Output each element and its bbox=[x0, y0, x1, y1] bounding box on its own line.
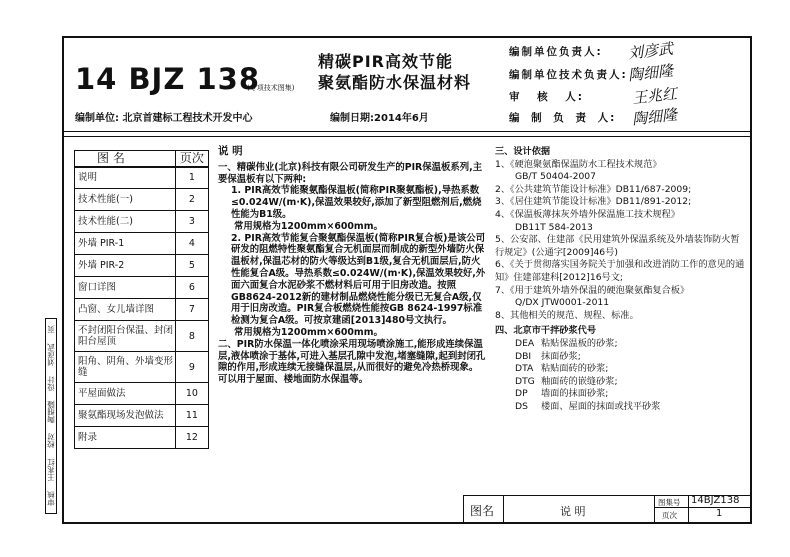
toc-header-name: 图 名 bbox=[75, 151, 176, 167]
basis-std: DB11T 584-2013 bbox=[515, 221, 593, 233]
mortar-code: DP bbox=[515, 388, 528, 400]
atlas-title-line2: 聚氨酯防水保温材料 bbox=[318, 73, 472, 92]
footer-line bbox=[688, 495, 689, 524]
toc-row bbox=[75, 255, 209, 277]
mortar-row bbox=[495, 351, 745, 364]
explanation-item2-spec: 常用规格为1200mm×600mm。 bbox=[234, 326, 383, 338]
basis-item: 8、其他相关的规范、规程、标准。 bbox=[495, 309, 639, 321]
explanation-section2: 二、PIR防水保温一体化喷涂采用现场喷涂施工,能形成连续保温层,液体喷涂于基体,可进入基层孔隙中发泡,堵塞缝隙,起到封闭孔隙的作用,形成连续无接缝保温层,从而很好的避免冷热桥现象。可以用于屋面、楼地面防水保温等。 bbox=[218, 338, 486, 386]
signature-3: 王兆红 bbox=[631, 84, 678, 108]
toc-row bbox=[75, 352, 209, 383]
toc-page: 7 bbox=[175, 299, 208, 321]
toc-row bbox=[75, 427, 209, 449]
mortar-desc: 粘贴保温板的砂浆; bbox=[541, 337, 618, 349]
strip-text: 校对 bbox=[46, 433, 56, 449]
resp-label-2: 编制单位技术负责人: bbox=[509, 69, 628, 81]
mortar-code: DTG bbox=[515, 375, 535, 387]
mortar-row bbox=[495, 376, 745, 389]
signature-2: 陶细隆 bbox=[627, 61, 674, 85]
basis-std: GB/T 50404-2007 bbox=[515, 171, 596, 183]
mortar-desc: 粘贴面砖的砂浆; bbox=[541, 363, 609, 375]
toc-row bbox=[75, 277, 209, 299]
toc-name: 不封闭阳台保温、封闭阳台屋顶 bbox=[75, 321, 176, 352]
header-divider-2 bbox=[62, 136, 752, 137]
basis-item: 6、《关于贯彻落实国务院关于加强和改进消防工作的意见的通知》住建部建科[2012]16号文; bbox=[495, 259, 745, 283]
toc-name: 技术性能(一) bbox=[75, 189, 176, 211]
mortar-row bbox=[495, 363, 745, 376]
mortar-desc: 釉面砖的嵌缝砂浆; bbox=[541, 375, 618, 387]
toc-table bbox=[74, 150, 209, 449]
mortar-code: DTA bbox=[515, 363, 534, 375]
toc-row bbox=[75, 233, 209, 255]
toc-name: 窗口详图 bbox=[75, 277, 176, 299]
design-basis-heading: 三、设计依据 bbox=[495, 146, 551, 157]
footer-atlas-value: 14BJZ138 bbox=[691, 495, 740, 506]
footer-atlas-label: 图集号 bbox=[658, 498, 681, 507]
footer-line bbox=[654, 495, 655, 524]
toc-page: 2 bbox=[175, 189, 208, 211]
footer-figure-label: 图名 bbox=[470, 504, 495, 518]
toc-header-page: 页次 bbox=[175, 151, 208, 167]
toc-name: 阳角、阴角、外墙变形缝 bbox=[75, 352, 176, 383]
toc-name: 凸窗、女儿墙详图 bbox=[75, 299, 176, 321]
toc-page: 5 bbox=[175, 255, 208, 277]
toc-page: 8 bbox=[175, 321, 208, 352]
toc-name: 平屋面做法 bbox=[75, 383, 176, 405]
explanation-item1: 1. PIR高效节能聚氨酯保温板(简称PIR聚氨酯板),导热系数≤0.024W/(m·K),保温效果较好,添加了新型阻燃剂后,燃烧性能为B1级。 bbox=[231, 185, 482, 220]
footer-line bbox=[503, 495, 504, 524]
resp-label-1: 编制单位负责人: bbox=[509, 46, 603, 58]
signature-1: 刘彦武 bbox=[627, 39, 674, 63]
mortar-code: DBI bbox=[515, 350, 532, 362]
mortar-row bbox=[495, 401, 745, 414]
basis-item: 7、《用于建筑外墙外保温的硬泡聚氨酯复合板》 bbox=[495, 284, 690, 296]
explanation-section1: 一、精碳伟业(北京)科技有限公司研发生产的PIR保温板系列,主要保温板有以下两种: bbox=[218, 161, 483, 185]
toc-page: 1 bbox=[175, 167, 208, 189]
mortar-desc: 楼面、屋面的抹面或找平砂浆 bbox=[541, 400, 661, 412]
mortar-desc: 墙面的抹面砂浆; bbox=[541, 388, 609, 400]
footer-line bbox=[463, 495, 464, 524]
toc-page: 12 bbox=[175, 427, 208, 449]
strip-text: 刘彦武 bbox=[46, 343, 56, 366]
toc-name: 外墙 PIR-1 bbox=[75, 233, 176, 255]
toc-name: 说明 bbox=[75, 167, 176, 189]
toc-name: 附录 bbox=[78, 432, 98, 443]
toc-page: 10 bbox=[175, 383, 208, 405]
compile-date: 编制日期:2014年6月 bbox=[330, 113, 429, 124]
explanation-block bbox=[218, 146, 486, 386]
toc-row bbox=[75, 299, 209, 321]
toc-row bbox=[75, 321, 209, 352]
design-basis-block bbox=[495, 146, 745, 413]
basis-item: 4、《保温板薄抹灰外墙外保温施工技术规程》 bbox=[495, 208, 680, 220]
toc-row bbox=[75, 167, 209, 189]
explanation-item1-spec: 常用规格为1200mm×600mm。 bbox=[234, 220, 383, 232]
footer-figure-name: 说 明 bbox=[560, 505, 586, 518]
mortar-row bbox=[495, 388, 745, 401]
toc-page: 6 bbox=[175, 277, 208, 299]
strip-text: 陶细隆 bbox=[46, 401, 56, 424]
explanation-heading: 说 明 bbox=[218, 145, 243, 157]
strip-text: 王兆红 bbox=[46, 458, 56, 481]
resp-label-3: 审 核 人: bbox=[509, 91, 585, 103]
basis-std: Q/DX JTW0001-2011 bbox=[515, 297, 610, 309]
toc-name: 聚氨酯现场发泡做法 bbox=[75, 405, 176, 427]
side-approval-strip bbox=[45, 318, 57, 514]
basis-item: 2、《公共建筑节能设计标准》DB11/687-2009; bbox=[495, 183, 692, 195]
atlas-code: 14 BJZ 138 bbox=[75, 62, 261, 96]
mortar-row bbox=[495, 338, 745, 351]
strip-text: 页 bbox=[46, 326, 56, 334]
toc-page: 11 bbox=[175, 405, 208, 427]
resp-label-4: 编 制 负 责 人: bbox=[509, 112, 617, 124]
toc-name: 技术性能(二) bbox=[75, 211, 176, 233]
header-divider bbox=[62, 131, 752, 132]
strip-text: 审核 bbox=[46, 491, 56, 506]
toc-page: 3 bbox=[175, 211, 208, 233]
mortar-code: DEA bbox=[515, 337, 535, 349]
atlas-title-line1: 精碳PIR高效节能 bbox=[318, 52, 454, 71]
footer-page-label: 页次 bbox=[662, 511, 677, 520]
signature-4: 陶细隆 bbox=[631, 105, 678, 129]
mortar-desc: 抹面砂浆; bbox=[541, 350, 581, 362]
basis-item: 5、公安部、住建部《民用建筑外保温系统及外墙装饰防火暂行规定》(公通字[2009]46号) bbox=[495, 234, 740, 258]
atlas-title bbox=[318, 51, 471, 93]
footer-page-value: 1 bbox=[716, 508, 723, 519]
toc-row bbox=[75, 211, 209, 233]
toc-row bbox=[75, 383, 209, 405]
mortar-heading: 四、北京市干拌砂浆代号 bbox=[495, 325, 597, 337]
basis-item: 1、《硬泡聚氨酯保温防水工程技术规范》 bbox=[495, 158, 662, 170]
mortar-code: DS bbox=[515, 400, 528, 412]
toc-row bbox=[75, 189, 209, 211]
toc-page: 4 bbox=[175, 233, 208, 255]
toc-row bbox=[75, 405, 209, 427]
explanation-item2: 2. PIR高效节能复合聚氨酯保温板(简称PIR复合板)是该公司研发的阻燃特性聚氨酯复合无机面层而制成的新型外墙防火保温板材,保温芯材的防火等级达到B1级,复合无机面层后,防火性能复合A级。导热系数≤0.024W/(m·K),保温效果较好,外面六面复合水泥砂浆不燃材料后可用于旧房改造。按照GB8624-2012新的建材制品燃烧性能分级已无复合A级,仅用于旧房改造。PIR复合板燃烧性能按GB 8624-1997标准检测为复合A级。可按京建函[2013]480号文执行。 bbox=[231, 232, 486, 327]
toc-page: 9 bbox=[175, 352, 208, 383]
toc-name: 外墙 PIR-2 bbox=[75, 255, 176, 277]
basis-item: 3、《居住建筑节能设计标准》DB11/891-2012; bbox=[495, 196, 692, 208]
strip-text: 设计 bbox=[46, 376, 56, 391]
toc-header bbox=[75, 151, 209, 167]
compile-unit: 编制单位: 北京首建标工程技术开发中心 bbox=[75, 113, 253, 124]
atlas-code-sub: (专项技术图集) bbox=[247, 84, 295, 92]
